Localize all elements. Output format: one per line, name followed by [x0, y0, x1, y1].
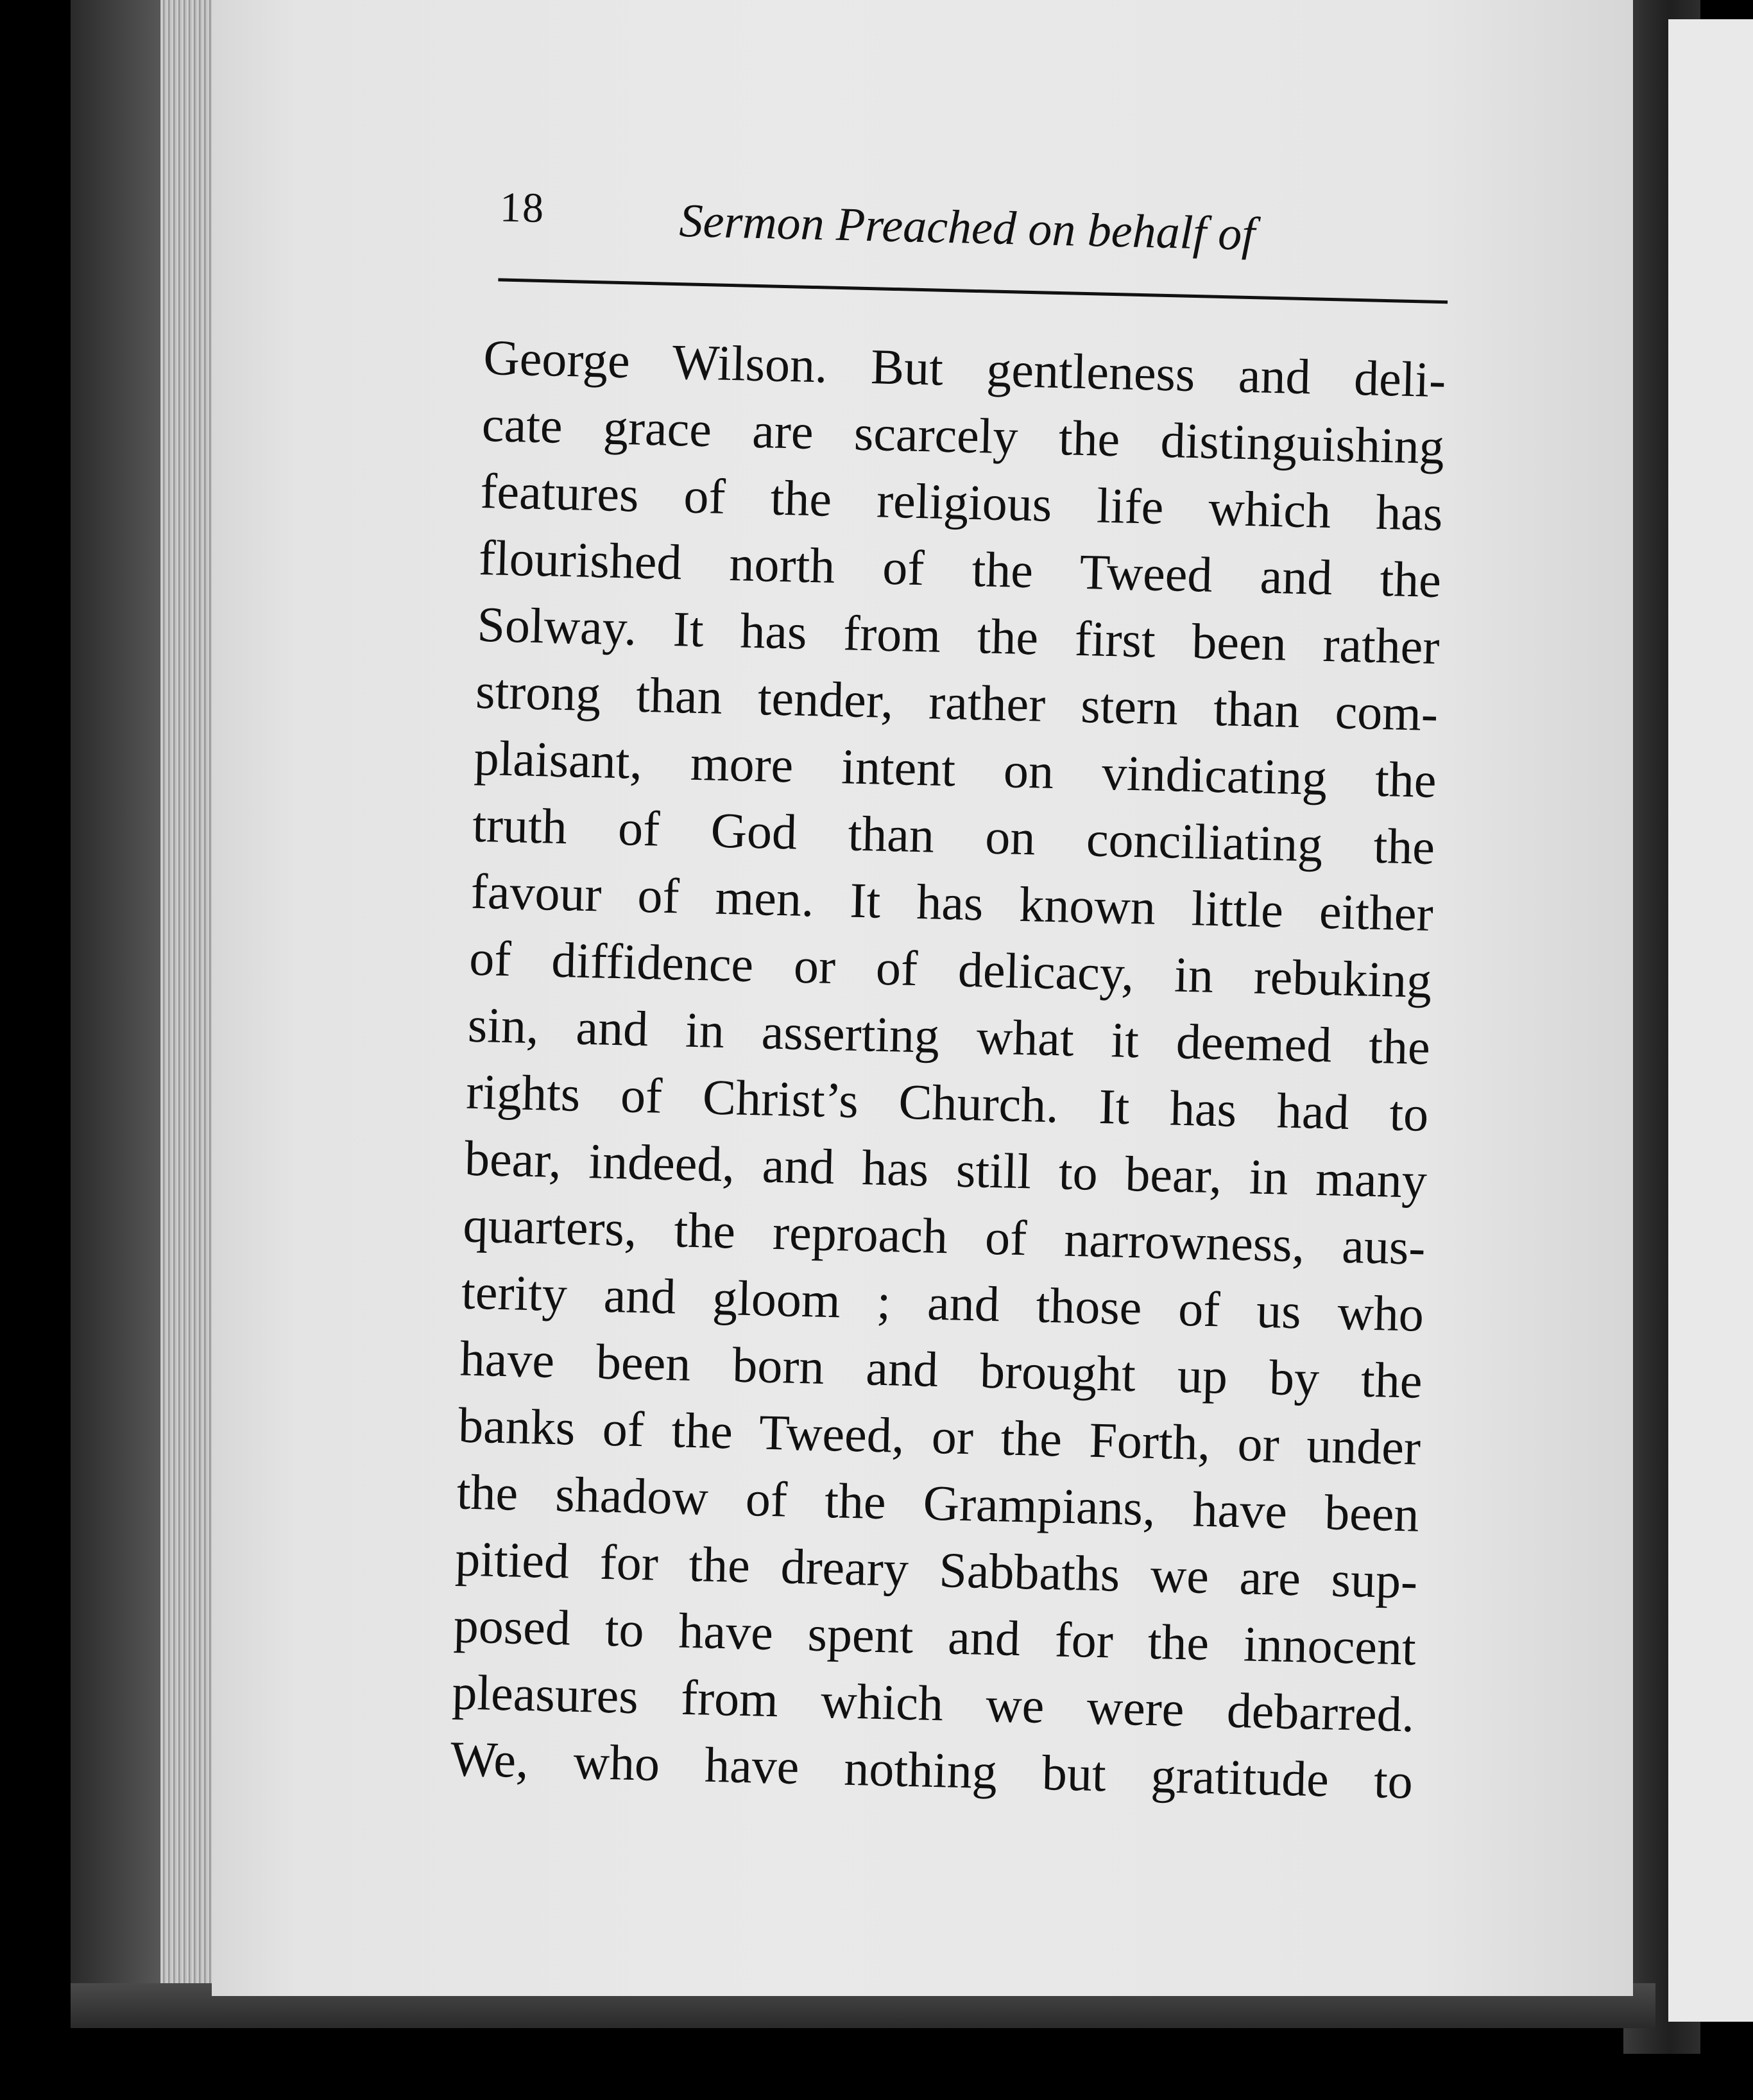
text-line: the shadow of the Grampians, have been	[456, 1463, 1420, 1542]
text-line: George Wilson. But gentleness and deli-	[483, 329, 1447, 408]
text-line: truth of God than on conciliating the	[472, 796, 1436, 875]
text-line: quarters, the reproach of narrowness, aus-	[462, 1196, 1426, 1275]
text-line: pitied for the dreary Sabbaths we are sup-	[454, 1530, 1419, 1609]
page-stack-edges	[160, 0, 218, 1999]
text-line: rights of Christ’s Church. It has had to	[465, 1063, 1430, 1142]
text-line: features of the religious life which has	[479, 462, 1444, 542]
text-line: strong than tender, rather stern than com-	[475, 662, 1439, 742]
text-line: Solway. It has from the first been rather	[476, 596, 1441, 675]
text-line: plaisant, more intent on vindicating the	[473, 729, 1437, 809]
book-cover-edge	[71, 0, 167, 2002]
text-line: have been born and brought up by the	[459, 1330, 1423, 1409]
text-line: flourished north of the Tweed and the	[478, 529, 1442, 608]
text-line: We, who have nothing but gratitude to	[450, 1730, 1414, 1809]
text-line: posed to have spent and for the innocent	[453, 1597, 1417, 1676]
running-title: Sermon Preached on behalf of	[678, 194, 1256, 261]
text-line: terity and gloom ; and those of us who	[461, 1263, 1424, 1342]
text-line: sin, and in asserting what it deemed the	[467, 996, 1431, 1075]
page-number: 18	[499, 184, 545, 232]
text-line: of diffidence or of delicacy, in rebuking	[468, 929, 1433, 1008]
text-line: banks of the Tweed, or the Forth, or under	[457, 1397, 1422, 1476]
text-line: cate grace are scarcely the distinguishing	[481, 395, 1445, 475]
text-line: favour of men. It has known little either	[470, 863, 1434, 942]
text-line: pleasures from which we were debarred.	[451, 1664, 1415, 1743]
page-body	[450, 324, 1446, 1815]
text-line: bear, indeed, and has still to bear, in many	[464, 1130, 1428, 1209]
facing-page-edge	[1668, 19, 1753, 2022]
